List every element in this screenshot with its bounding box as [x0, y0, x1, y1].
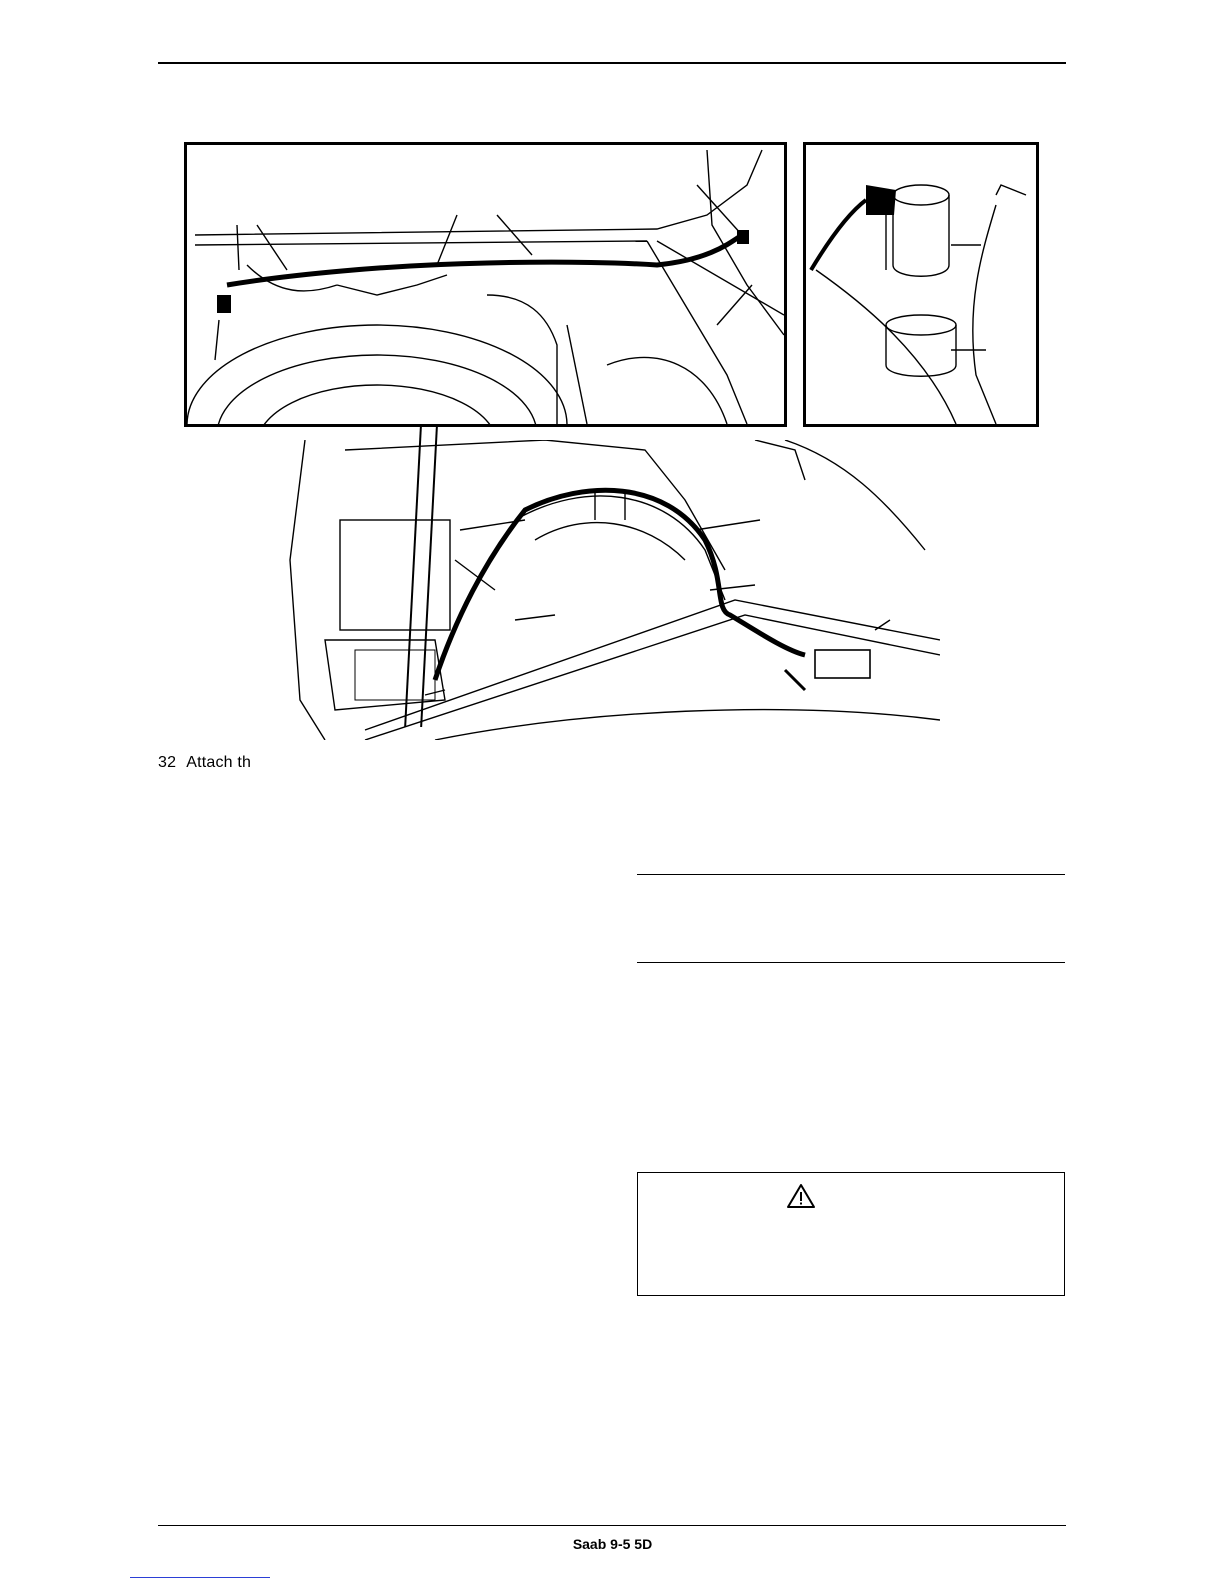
note-rule-top — [637, 874, 1065, 875]
trunk-overview-drawing — [285, 440, 940, 740]
warning-triangle-icon — [786, 1183, 816, 1209]
illustration-detail-connector — [803, 142, 1039, 427]
connector-drawing — [806, 145, 1036, 424]
step-number: 32 — [158, 754, 177, 771]
note-rule-bottom — [637, 962, 1065, 963]
trunk-wiring-drawing — [187, 145, 784, 424]
step-text: Attach th — [186, 754, 252, 771]
footer-title: Saab 9-5 5D — [572, 1536, 653, 1552]
header-rule — [158, 62, 1066, 64]
illustration-detail-trunk-wiring — [184, 142, 787, 427]
warning-box — [637, 1172, 1065, 1296]
footer-link-underline[interactable] — [130, 1577, 270, 1578]
footer-rule — [158, 1525, 1066, 1526]
step-instruction — [158, 754, 251, 772]
illustration-trunk-overview — [285, 440, 940, 740]
